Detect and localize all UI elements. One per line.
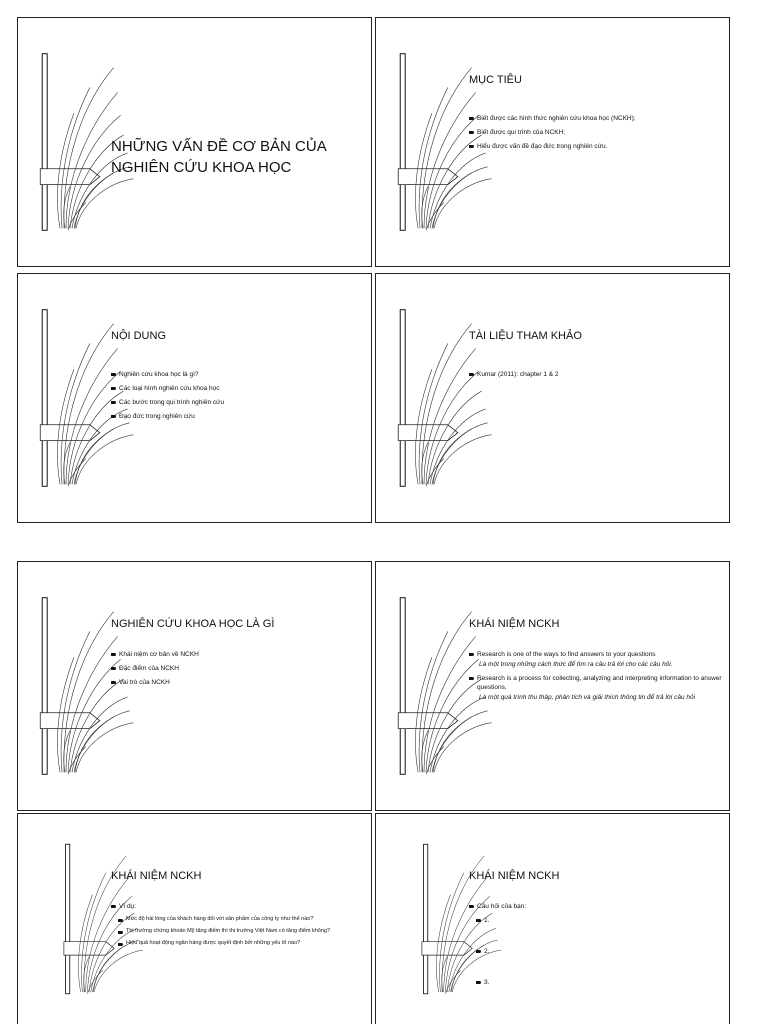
list-item: Biết được các hình thức nghiên cứu khoa học (NCKH);: [469, 114, 723, 123]
list-item: 2.: [476, 947, 723, 956]
slide-title: TÀI LIỆU THAM KHẢO: [469, 330, 582, 342]
slide-2: [375, 17, 730, 267]
bullet-list: [469, 114, 723, 156]
slide-title: NGHIÊN CỨU KHOA HỌC LÀ GÌ: [111, 618, 275, 630]
list-item-translation: Là một quá trình thu thập, phân tích và giải thích thông tin để trả lời câu hỏi: [479, 694, 696, 701]
slide-title: NHỮNG VẤN ĐỀ CƠ BẢN CỦA NGHIÊN CỨU KHOA HỌC: [111, 138, 326, 176]
list-item: Thị trường chứng khoán Mỹ tăng điểm thì thị trường Việt Nam có tăng điểm không?: [118, 928, 365, 935]
list-item-translation: Là một trong những cách thức để tìm ra câu trả lời cho các câu hỏi.: [479, 661, 673, 668]
list-item: Các bước trong qui trình nghiên cứu: [111, 398, 365, 407]
list-item: 3.: [476, 978, 723, 987]
slide-title: KHÁI NIỆM NCKH: [469, 618, 560, 630]
slide-1: [17, 17, 372, 267]
list-item: 1.: [476, 916, 723, 925]
list-item: Ví dụ:: [111, 902, 365, 911]
slide-title: KHÁI NIỆM NCKH: [469, 870, 560, 882]
slide-7: [17, 813, 372, 1024]
list-item: Vai trò của NCKH: [111, 678, 365, 687]
list-item: Khái niệm cơ bản về NCKH: [111, 650, 365, 659]
list-item: Đặc điểm của NCKH: [111, 664, 365, 673]
bullet-list: [111, 650, 365, 692]
list-item: Research is one of the ways to find answers to your questions: [469, 650, 723, 659]
list-item: Hiểu được vấn đề đạo đức trong nghiên cứu.: [469, 142, 723, 151]
list-item: Mức độ hài lòng của khách hàng đối với sản phẩm của công ty như thế nào?: [118, 916, 365, 923]
list-item: Kumar (2011): chapter 1 & 2: [469, 370, 723, 379]
bullet-list: [469, 650, 723, 707]
slide-title: NỘI DUNG: [111, 330, 166, 342]
slide-title: KHÁI NIỆM NCKH: [111, 870, 202, 882]
slide-4: [375, 273, 730, 523]
bullet-list: [111, 370, 365, 426]
slide-5: [17, 561, 372, 811]
slide-3: [17, 273, 372, 523]
list-item: Câu hỏi của bạn:: [469, 902, 723, 911]
bullet-list: [469, 902, 723, 992]
bullet-list: [111, 902, 365, 952]
slide-6: [375, 561, 730, 811]
list-item: Hiệu quả hoạt động ngân hàng được quyết định bởi những yếu tố nào?: [118, 940, 365, 947]
list-item: Nghiên cứu khoa học là gì?: [111, 370, 365, 379]
list-item: Research is a process for collecting, analyzing and interpreting information to answer questions.: [469, 674, 723, 692]
slide-title: MỤC TIÊU: [469, 74, 522, 86]
list-item: Các loại hình nghiên cứu khoa học: [111, 384, 365, 393]
bullet-list: [469, 370, 723, 384]
slide-8: [375, 813, 730, 1024]
list-item: Đạo đức trong nghiên cứu: [111, 412, 365, 421]
list-item: Biết được qui trình của NCKH;: [469, 128, 723, 137]
